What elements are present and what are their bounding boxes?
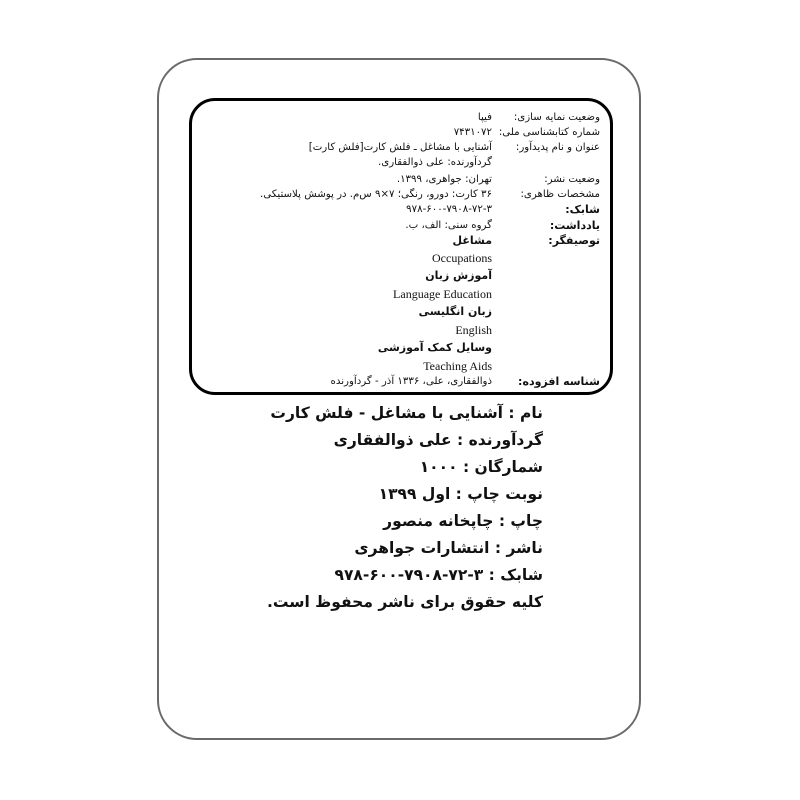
catalog-row-publication xyxy=(202,173,600,187)
catalog-label: شماره کتابشناسی ملی: xyxy=(498,127,600,138)
imprint-print-run: شمارگان : ۱۰۰۰ xyxy=(419,458,543,476)
imprint-printer: چاپ : چاپخانه منصور xyxy=(383,512,543,530)
catalog-row-isbn xyxy=(202,203,600,217)
subject-language-education-fa: آموزش زبان xyxy=(425,269,492,282)
flash-card xyxy=(157,58,641,740)
catalog-label: وضعیت نشر: xyxy=(544,174,600,185)
catalog-row-physical-description xyxy=(202,188,600,202)
subject-language-education: Language Education xyxy=(393,287,492,301)
catalog-value: مشاغل xyxy=(452,234,492,247)
catalog-value: آشنایی با مشاغل ـ فلش کارت[فلش کارت] xyxy=(308,142,492,153)
subject-teaching-aids-fa: وسایل کمک آموزشی xyxy=(377,341,492,354)
catalog-label: وضعیت نمایه سازی: xyxy=(513,112,600,123)
catalog-row-note xyxy=(202,219,600,233)
subject-occupations: Occupations xyxy=(432,251,492,265)
cataloging-box xyxy=(189,98,613,395)
catalog-row-national-biblio-number xyxy=(202,126,600,140)
catalog-value: گروه سنی: الف، ب. xyxy=(405,220,492,231)
catalog-row-title-author xyxy=(202,141,600,155)
imprint-compiler: گردآورنده : علی ذوالفقاری xyxy=(333,431,543,449)
catalog-value: فیپا xyxy=(477,112,492,123)
catalog-label: یادداشت: xyxy=(549,219,600,232)
catalog-value: ذوالفقاری، علی، ۱۳۳۶ آذر - گردآورنده xyxy=(330,376,492,387)
imprint-edition: نوبت چاپ : اول ۱۳۹۹ xyxy=(378,485,543,503)
catalog-row-descriptor xyxy=(202,234,600,248)
catalog-row-compiler xyxy=(202,156,600,170)
subject-english-fa: زبان انگلیسی xyxy=(418,305,492,318)
imprint-title: نام : آشنایی با مشاغل - فلش کارت xyxy=(270,404,543,422)
catalog-label: شابک: xyxy=(565,203,600,216)
imprint-publisher: ناشر : انتشارات جواهری xyxy=(354,539,543,557)
catalog-value: گردآورنده: علی ذوالفقاری. xyxy=(378,157,492,168)
catalog-value: ۷۴۳۱۰۷۲ xyxy=(453,127,492,138)
catalog-label: توصیفگر: xyxy=(548,234,600,247)
catalog-label: شناسه افزوده: xyxy=(518,375,600,388)
subject-teaching-aids: Teaching Aids xyxy=(423,359,492,373)
catalog-value: ۳۶ کارت: دورو، رنگی؛ ۷×۹ س‌م. در پوشش پلاستیکی. xyxy=(260,189,492,200)
catalog-label: عنوان و نام پدیدآور: xyxy=(515,142,600,153)
catalog-value: تهران: جواهری، ۱۳۹۹. xyxy=(396,174,492,185)
imprint-isbn: شابک : ۳-۷۲-۷۹۰۸-۶۰۰-۹۷۸ xyxy=(334,566,543,584)
subject-english: English xyxy=(455,323,492,337)
catalog-label: مشخصات ظاهری: xyxy=(520,189,600,200)
imprint-copyright: کلیه حقوق برای ناشر محفوظ است. xyxy=(266,593,543,611)
catalog-row-added-entry xyxy=(202,375,600,389)
catalog-row-indexing-status xyxy=(202,111,600,125)
catalog-value: ۹۷۸-۶۰۰-۷۹۰۸-۷۲-۳ xyxy=(406,204,492,215)
